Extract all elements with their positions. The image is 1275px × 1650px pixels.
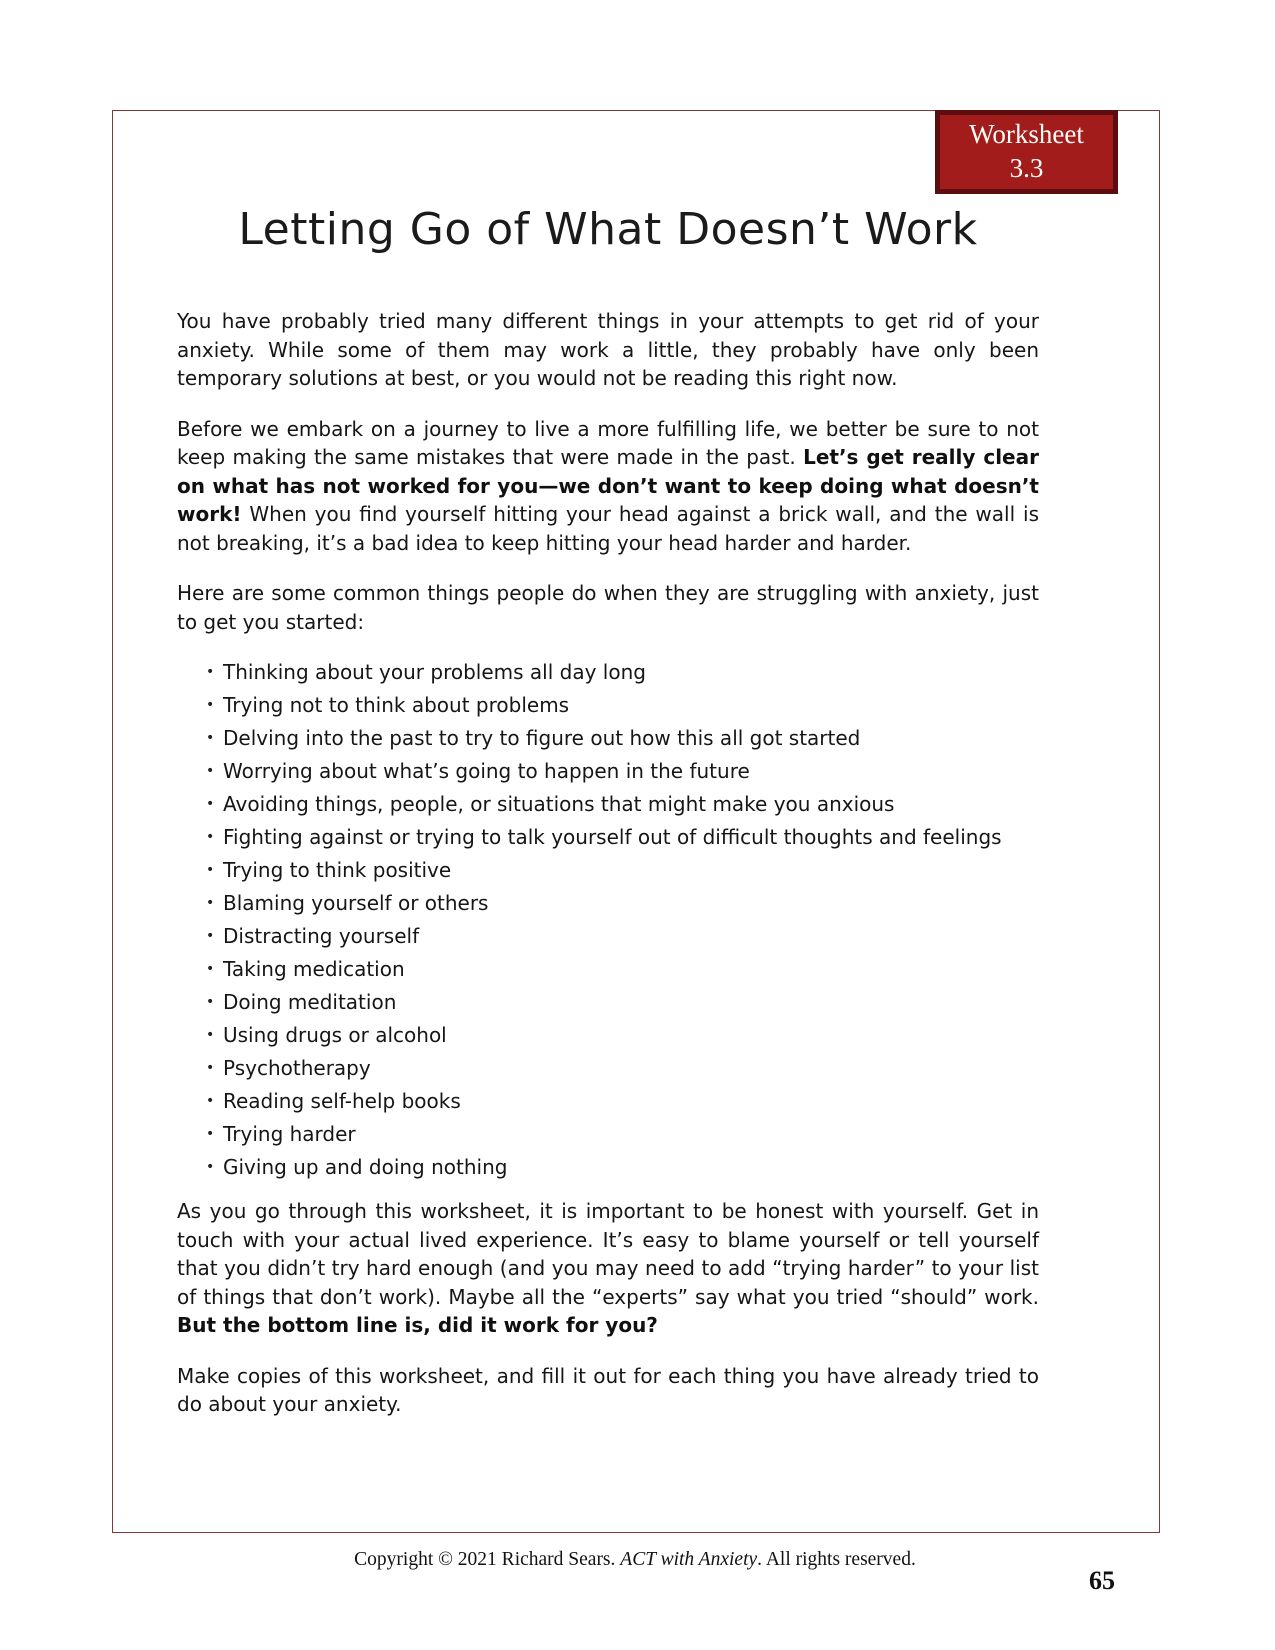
text-run: As you go through this worksheet, it is important to be honest with yourself. Get in touch with your actual lived experience. It’s easy to blame yourself or tell yourself that you didn’t try hard enough (and you may need to add “trying harder” to your list of things that don’t work). Maybe all the “experts” say what you tried “should” work. <box>177 1199 1039 1309</box>
list-item: • Blaming yourself or others <box>177 889 1039 917</box>
copyright-suffix: . All rights reserved. <box>757 1549 916 1570</box>
page-title: Letting Go of What Doesn’t Work <box>238 204 978 255</box>
text-run: Before we embark on a journey to live a more fulfilling life, we better be sure to not keep making the same mistakes that were made in the past. <box>177 416 1039 469</box>
paragraph-list-intro: Here are some common things people do when they are struggling with anxiety, just to get you started: <box>177 581 1039 634</box>
list-item: • Using drugs or alcohol <box>177 1021 1039 1049</box>
paragraph-intro: You have probably tried many different things in your attempts to get rid of your anxiety. While some of them may work a little, they probably have only been temporary solutions at best, or you would not be reading this right now. <box>177 309 1039 390</box>
paragraph-copies: Make copies of this worksheet, and fill it out for each thing you have already tried to do about your anxiety. <box>177 1363 1039 1416</box>
list-item: • Psychotherapy <box>177 1054 1039 1082</box>
list-item: • Delving into the past to try to figure out how this all got started <box>177 724 1039 752</box>
text-run: When you find yourself hitting your head against a brick wall, and the wall is not breaking, it’s a bad idea to keep hitting your head harder and harder. <box>177 502 1039 555</box>
list-item: • Doing meditation <box>177 988 1039 1016</box>
copyright-prefix: Copyright © 2021 Richard Sears. <box>354 1549 621 1570</box>
common-strategies-list <box>177 658 1039 1181</box>
list-item: • Fighting against or trying to talk yourself out of difficult thoughts and feelings <box>177 823 1039 851</box>
text-run-bold: But the bottom line is, did it work for you? <box>177 1313 658 1337</box>
paragraph-honesty <box>177 1197 1039 1340</box>
list-item: • Reading self-help books <box>177 1087 1039 1115</box>
worksheet-sheet <box>112 110 1160 1533</box>
badge-number: 3.3 <box>1009 153 1044 183</box>
page-number: 65 <box>1089 1566 1115 1595</box>
badge-label: Worksheet <box>969 119 1084 149</box>
list-item: • Trying not to think about problems <box>177 691 1039 719</box>
paragraph-mistakes <box>177 415 1039 558</box>
list-item: • Taking medication <box>177 955 1039 983</box>
list-item: • Thinking about your problems all day long <box>177 658 1039 686</box>
content-column <box>113 205 1159 1419</box>
list-item: • Worrying about what’s going to happen in the future <box>177 757 1039 785</box>
text-run-bold: Let’s get really clear on what has not worked for you—we don’t want to keep doing what doesn’t work! <box>177 445 1039 526</box>
worksheet-badge <box>935 110 1118 194</box>
list-item: • Trying to think positive <box>177 856 1039 884</box>
list-item: • Trying harder <box>177 1120 1039 1148</box>
list-item: • Avoiding things, people, or situations that might make you anxious <box>177 790 1039 818</box>
list-item: • Giving up and doing nothing <box>177 1153 1039 1181</box>
copyright-line <box>112 1549 1158 1571</box>
book-title: ACT with Anxiety <box>620 1549 758 1570</box>
list-item: • Distracting yourself <box>177 922 1039 950</box>
